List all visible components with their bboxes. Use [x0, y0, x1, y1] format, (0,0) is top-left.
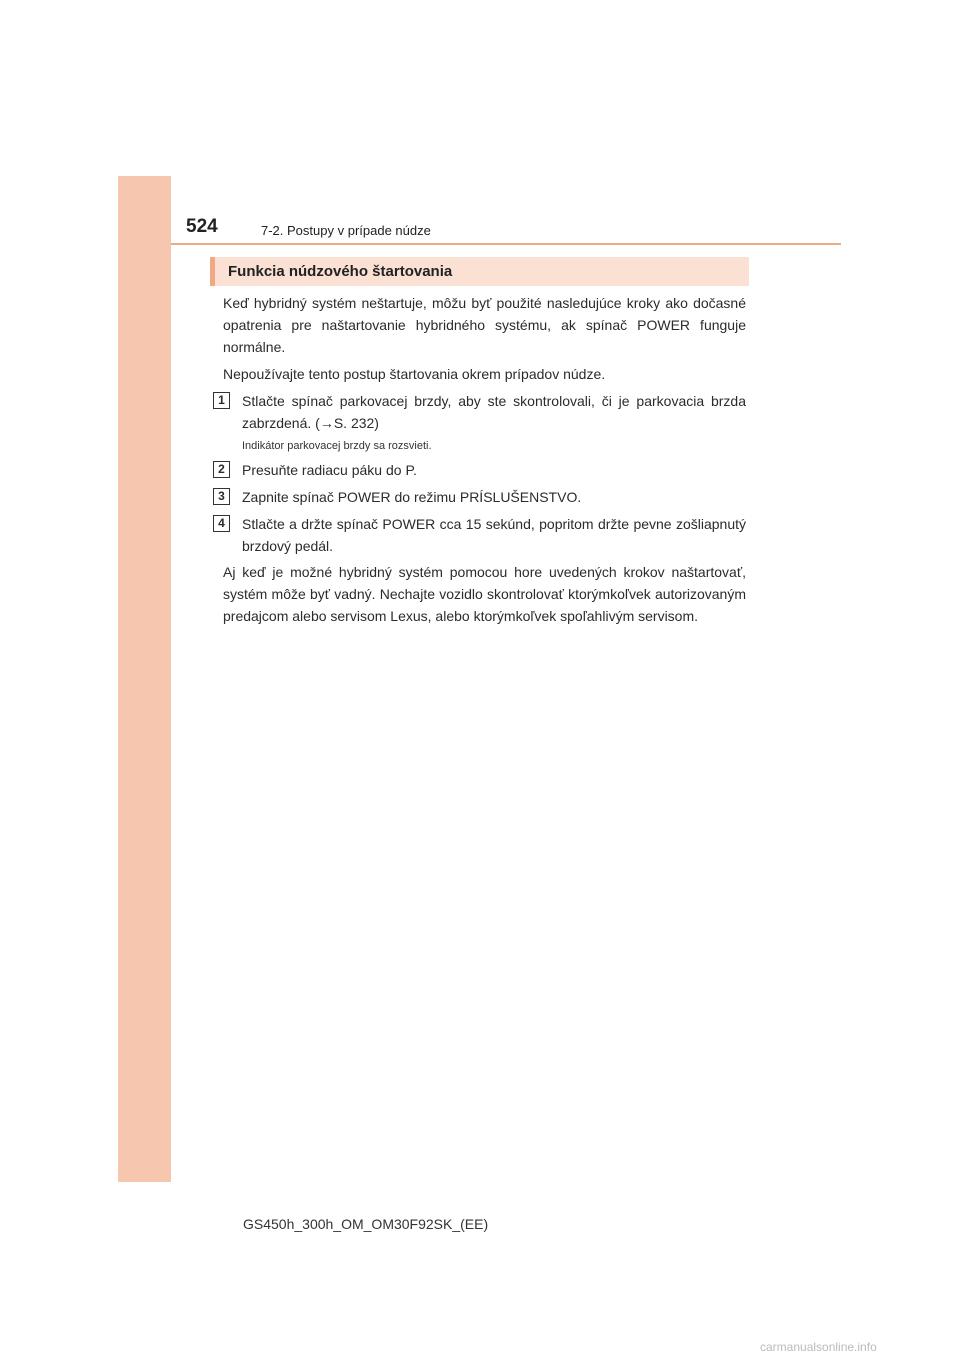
document-code-footer: GS450h_300h_OM_OM30F92SK_(EE): [243, 1216, 489, 1232]
step-text: Stlačte a držte spínač POWER cca 15 sekúnd, popritom držte pevne zošliapnutý brzdový pedál.: [242, 516, 746, 554]
closing-paragraph: Aj keď je možné hybridný systém pomocou hore uvedených krokov naštartovať, systém môže byť vadný. Nechajte vozidlo skontrolovať ktorýmkoľvek autorizovaným predajcom alebo servisom Lexus, alebo ktorýmkoľvek spoľahlivým servisom.: [223, 564, 746, 624]
page-number: 524: [186, 216, 218, 237]
step-text: Zapnite spínač POWER do režimu PRÍSLUŠENSTVO.: [242, 489, 582, 505]
chapter-title: 7-2. Postupy v prípade núdze: [261, 223, 431, 238]
step-number-badge: 3: [213, 488, 230, 505]
step-number-badge: 4: [213, 515, 230, 532]
step-note: Indikátor parkovacej brzdy sa rozsvieti.: [242, 440, 432, 452]
section-header: [210, 257, 749, 286]
section-title: Funkcia núdzového štartovania: [228, 263, 453, 280]
intro-paragraph: Keď hybridný systém neštartuje, môžu byť použité nasledujúce kroky ako dočasné opatrenia pre naštartovanie hybridného systému, ak spínač POWER funguje normálne.: [223, 295, 746, 355]
step-number-badge: 1: [213, 392, 230, 409]
step-text: Presuňte radiacu páku do P.: [242, 462, 417, 478]
side-color-band: [118, 176, 171, 1182]
header-divider: [171, 243, 841, 245]
step-number-badge: 2: [213, 461, 230, 478]
warning-paragraph: Nepoužívajte tento postup štartovania okrem prípadov núdze.: [223, 366, 606, 382]
step-text: Stlačte spínač parkovacej brzdy, aby ste skontrolovali, či je parkovacia brzda zabrzdená. (→S. 232): [242, 393, 746, 431]
watermark: carmanualsonline.info: [760, 1340, 877, 1354]
